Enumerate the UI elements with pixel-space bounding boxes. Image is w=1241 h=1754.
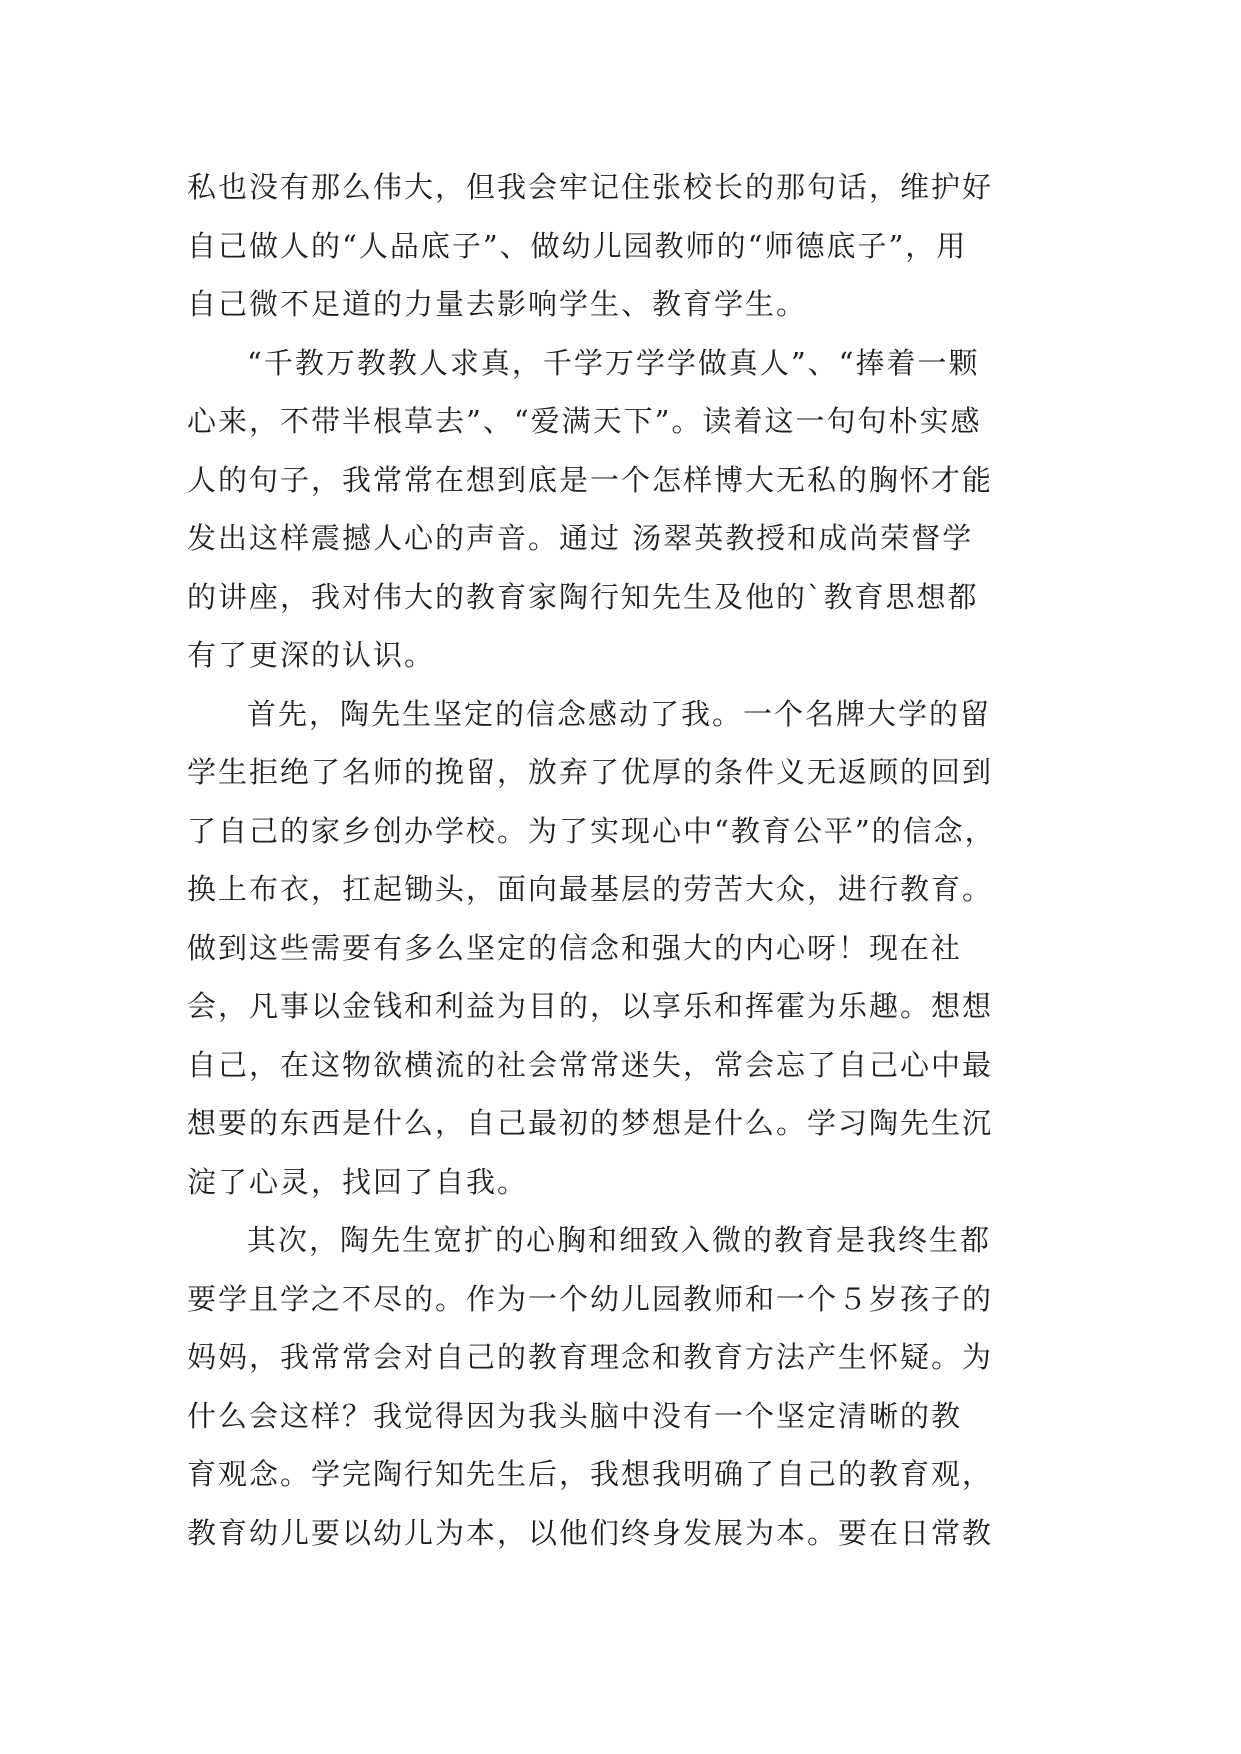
text-line: 什么会这样？我觉得因为我头脑中没有一个坚定清晰的教 <box>187 1398 963 1433</box>
text-line: 想要的东西是什么，自己最初的梦想是什么。学习陶先生沉 <box>187 1106 994 1140</box>
text-line: 自己做人的“人品底子”、做幼儿园教师的“师德底子”，用 <box>187 228 968 263</box>
text-line: 要学且学之不尽的。作为一个幼儿园教师和一个５岁孩子的 <box>187 1281 994 1316</box>
text-line: 育观念。学完陶行知先生后，我想我明确了自己的教育观， <box>187 1457 994 1491</box>
text-line: “千教万教教人求真，千学万学学做真人”、“捧着一颗 <box>247 345 980 380</box>
text-line: 了自己的家乡创办学校。为了实现心中“教育公平”的信念， <box>187 813 996 848</box>
text-line: 会，凡事以金钱和利益为目的，以享乐和挥霍为乐趣。想想 <box>187 989 994 1023</box>
text-line: 人的句子，我常常在想到底是一个怎样博大无私的胸怀才能 <box>187 462 994 497</box>
text-line: 自己微不足道的力量去影响学生、教育学生。 <box>187 287 808 321</box>
text-line: 换上布衣，扛起锄头，面向最基层的劳苦大众，进行教育。 <box>187 872 994 906</box>
text-line: 的讲座，我对伟大的教育家陶行知先生及他的`教育思想都 <box>187 579 979 614</box>
body-text <box>187 158 1057 1562</box>
text-line: 妈妈，我常常会对自己的教育理念和教育方法产生怀疑。为 <box>187 1340 994 1374</box>
text-line: 自己，在这物欲横流的社会常常迷失，常会忘了自己心中最 <box>187 1047 994 1082</box>
text-line: 学生拒绝了名师的挽留，放弃了优厚的条件义无返顾的回到 <box>187 755 994 789</box>
text-line: 教育幼儿要以幼儿为本，以他们终身发展为本。要在日常教 <box>187 1515 994 1550</box>
text-line: 心来，不带半根草去”、“爱满天下”。读着这一句句朴实感 <box>187 404 982 438</box>
text-line: 淀了心灵，找回了自我。 <box>187 1164 529 1199</box>
text-line: 其次，陶先生宽扩的心胸和细致入微的教育是我终生都 <box>247 1223 992 1257</box>
text-line: 有了更深的认识。 <box>187 638 436 672</box>
text-line: 做到这些需要有多么坚定的信念和强大的内心呀！现在社 <box>187 930 963 965</box>
text-line: 私也没有那么伟大，但我会牢记住张校长的那句话，维护好 <box>187 170 994 204</box>
text-line: 首先，陶先生坚定的信念感动了我。一个名牌大学的留 <box>247 696 992 731</box>
text-line: 发出这样震撼人心的声音。通过 汤翠英教授和成尚荣督学 <box>187 521 974 555</box>
